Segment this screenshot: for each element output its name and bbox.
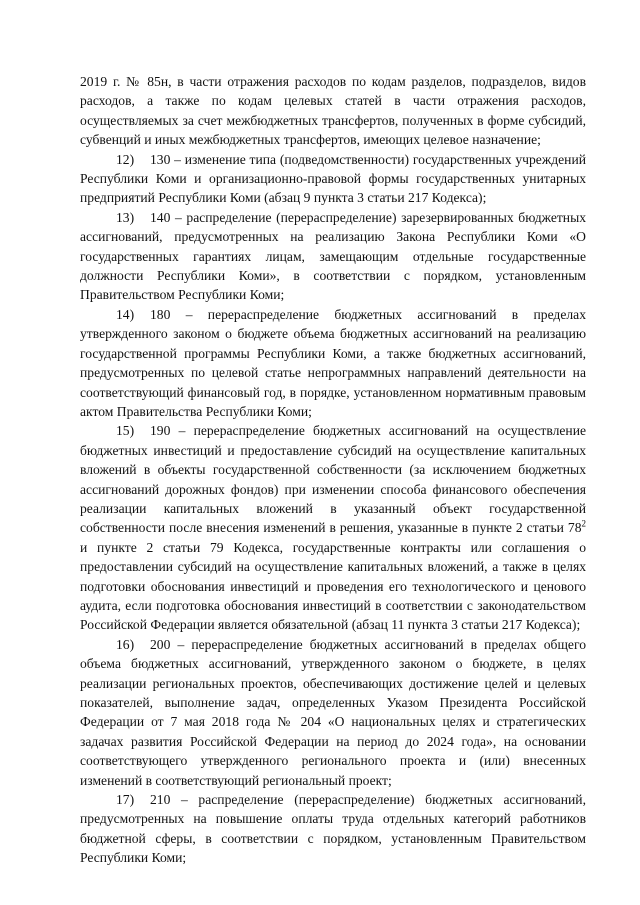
item-text-continued: и пункте 2 статьи 79 Кодекса, государственные контракты или соглашения о предоставлении субсидий на осуществление капитальных вложений, а также в целях подготовки обоснования инвестиций и проведения его технологического и ценового аудита, если подготовка обоснования инвестиций в соответствии с законодательством Российской Федерации является обязательной (абзац 11 пункта 3 статьи 217 Кодекса);: [80, 539, 586, 633]
list-item: [80, 421, 586, 634]
item-number: 16): [116, 636, 135, 652]
item-text: 140 – распределение (перераспределение) зарезервированных бюджетных ассигнований, предусмотренных на реализацию Закона Республики Коми «О государственных гарантиях лицам, замещающим отдельные государственные должности Республики Коми», в соответствии с порядком, установленным Правительством Республики Коми;: [80, 209, 586, 303]
item-number: 15): [116, 423, 135, 439]
intro-paragraph: 2019 г. № 85н, в части отражения расходов по кодам разделов, подразделов, видов расходов, а также по кодам целевых статей в части отражения расходов, осуществляемых за счет межбюджетных трансфертов, полученных в форме субсидий, субвенций и иных межбюджетных трансфертов, имеющих целевое назначение;: [80, 74, 586, 148]
item-number: 13): [116, 209, 135, 225]
item-text: 130 – изменение типа (подведомственности) государственных учреждений Республики Коми и организационно-правовой формы государственных унитарных предприятий Республики Коми (абзац 9 пункта 3 статьи 217 Кодекса);: [80, 151, 586, 206]
item-number: 14): [116, 306, 135, 322]
item-text: 200 – перераспределение бюджетных ассигнований в пределах общего объема бюджетных ассигнований, утвержденного законом о бюджете, в целях реализации региональных проектов, обеспечивающих достижение целей и целевых показателей, выполнение задач, определенных Указом Президента Российской Федерации от 7 мая 2018 года № 204 «О национальных целях и стратегических задачах развития Российской Федерации на период до 2024 года», на основании соответствующего утвержденного регионального проекта и (или) внесенных изменений в соответствующий региональный проект;: [80, 636, 586, 788]
list-item: [80, 150, 586, 208]
superscript: 2: [581, 518, 586, 529]
list-item: [80, 790, 586, 868]
document-page: [80, 72, 586, 868]
item-text: 180 – перераспределение бюджетных ассигнований в пределах утвержденного законом о бюджете объема бюджетных ассигнований на реализацию государственной программы Республики Коми, а также бюджетных ассигнований, предусмотренных по целевой статье непрограммных направлений деятельности на соответствующий финансовый год, в порядке, установленном нормативным правовым актом Правительства Республики Коми;: [80, 306, 586, 419]
list-item: [80, 635, 586, 790]
list-item: [80, 208, 586, 305]
item-number: 12): [116, 151, 135, 167]
item-text: 210 – распределение (перераспределение) бюджетных ассигнований, предусмотренных на повышение оплаты труда отдельных категорий работников бюджетной сферы, в соответствии с порядком, установленным Правительством Республики Коми;: [80, 792, 586, 866]
item-text: 190 – перераспределение бюджетных ассигнований на осуществление бюджетных инвестиций и предоставление субсидий на осуществление капитальных вложений в объекты государственной собственности (за исключением бюджетных ассигнований дорожных фондов) при изменении способа финансового обеспечения реализации капитальных вложений в указанный объект государственной собственности после внесения изменений в решения, указанные в пункте 2 статьи 78: [80, 423, 586, 536]
list-item: [80, 305, 586, 421]
item-number: 17): [116, 792, 135, 808]
